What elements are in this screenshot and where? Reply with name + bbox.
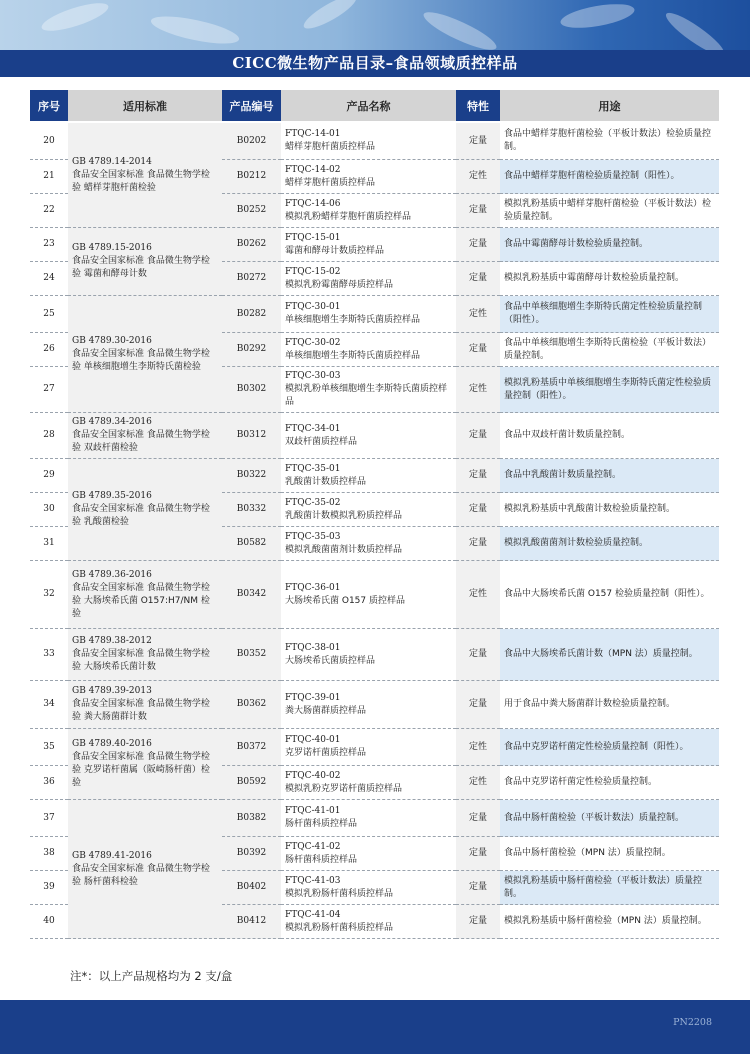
product-code: B0212 bbox=[222, 160, 281, 194]
product-name-cell bbox=[281, 905, 456, 939]
product-name: 单核细胞增生李斯特氏菌质控样品 bbox=[285, 315, 421, 325]
product-use: 食品中肠杆菌检验（MPN 法）质量控制。 bbox=[500, 837, 719, 871]
product-use: 用于食品中粪大肠菌群计数检验质量控制。 bbox=[500, 681, 719, 729]
product-use: 模拟乳酸菌菌剂计数检验质量控制。 bbox=[500, 527, 719, 561]
standard-cell bbox=[68, 296, 222, 413]
product-id: FTQC-40-01 bbox=[285, 735, 341, 745]
product-id: FTQC-14-02 bbox=[285, 164, 341, 175]
footnote: 注*：以上产品规格均为 2 支/盒 bbox=[70, 969, 233, 983]
product-name: 蜡样芽胞杆菌质控样品 bbox=[285, 142, 376, 152]
product-name: 蜡样芽胞杆菌质控样品 bbox=[285, 177, 376, 188]
characteristic: 定量 bbox=[456, 493, 500, 527]
product-id: FTQC-41-01 bbox=[285, 806, 341, 816]
characteristic: 定性 bbox=[456, 160, 500, 194]
product-use: 食品中单核细胞增生李斯特氏菌检验（平板计数法）质量控制。 bbox=[500, 333, 719, 367]
standard-text: 食品安全国家标准 食品微生物学检验 克罗诺杆菌属（阪崎肠杆菌）检验 bbox=[72, 752, 210, 788]
standard-code: GB 4789.40-2016 bbox=[72, 739, 152, 749]
product-id: FTQC-14-06 bbox=[285, 198, 341, 209]
standard-cell bbox=[68, 228, 222, 296]
product-code: B0392 bbox=[222, 837, 281, 871]
product-name: 单核细胞增生李斯特氏菌质控样品 bbox=[285, 350, 421, 361]
standard-cell bbox=[68, 413, 222, 459]
characteristic: 定量 bbox=[456, 837, 500, 871]
table-row bbox=[30, 228, 719, 262]
header-code: 产品编号 bbox=[222, 90, 281, 123]
product-code: B0582 bbox=[222, 527, 281, 561]
product-name: 乳酸菌计数模拟乳粉质控样品 bbox=[285, 510, 403, 521]
product-name: 模拟乳粉单核细胞增生李斯特氏菌质控样品 bbox=[285, 384, 448, 407]
table-row bbox=[30, 123, 719, 160]
product-use: 食品中蜡样芽胞杆菌检验质量控制（阳性）。 bbox=[500, 160, 719, 194]
product-name: 模拟乳粉霉菌酵母质控样品 bbox=[285, 279, 394, 290]
product-code: B0282 bbox=[222, 296, 281, 333]
product-code: B0292 bbox=[222, 333, 281, 367]
header-banner bbox=[0, 0, 750, 50]
bacteria-decoration bbox=[420, 6, 500, 50]
product-name-cell bbox=[281, 800, 456, 837]
bacteria-decoration bbox=[149, 11, 241, 49]
product-id: FTQC-39-01 bbox=[285, 692, 341, 703]
product-use: 模拟乳粉基质中乳酸菌计数检验质量控制。 bbox=[500, 493, 719, 527]
table-header-row bbox=[30, 90, 719, 123]
row-number: 37 bbox=[30, 800, 68, 837]
header-name: 产品名称 bbox=[281, 90, 456, 123]
header-use: 用途 bbox=[500, 90, 719, 123]
product-name: 粪大肠菌群质控样品 bbox=[285, 705, 367, 716]
product-id: FTQC-30-01 bbox=[285, 302, 341, 312]
standard-code: GB 4789.15-2016 bbox=[72, 243, 152, 253]
row-number: 21 bbox=[30, 160, 68, 194]
product-code: B0592 bbox=[222, 766, 281, 800]
characteristic: 定性 bbox=[456, 561, 500, 629]
product-use: 食品中霉菌酵母计数检验质量控制。 bbox=[500, 228, 719, 262]
product-name: 乳酸菌计数质控样品 bbox=[285, 476, 367, 487]
product-code: B0262 bbox=[222, 228, 281, 262]
product-id: FTQC-34-01 bbox=[285, 423, 341, 434]
table-body bbox=[30, 123, 719, 939]
header-seq: 序号 bbox=[30, 90, 68, 123]
standard-code: GB 4789.38-2012 bbox=[72, 636, 152, 646]
table-row bbox=[30, 800, 719, 837]
standard-text: 食品安全国家标准 食品微生物学检验 乳酸菌检验 bbox=[72, 504, 210, 527]
characteristic: 定性 bbox=[456, 729, 500, 766]
page-number: PN2208 bbox=[673, 1017, 712, 1028]
product-name-cell bbox=[281, 459, 456, 493]
product-id: FTQC-35-02 bbox=[285, 497, 341, 508]
product-code: B0382 bbox=[222, 800, 281, 837]
bacteria-decoration bbox=[559, 0, 636, 32]
row-number: 29 bbox=[30, 459, 68, 493]
table-row bbox=[30, 729, 719, 766]
table-row bbox=[30, 459, 719, 493]
characteristic: 定量 bbox=[456, 333, 500, 367]
characteristic: 定量 bbox=[456, 871, 500, 905]
product-use: 食品中大肠埃希氏菌计数（MPN 法）质量控制。 bbox=[500, 629, 719, 681]
product-code: B0302 bbox=[222, 367, 281, 413]
product-id: FTQC-30-02 bbox=[285, 337, 341, 348]
product-name-cell bbox=[281, 527, 456, 561]
product-use: 模拟乳粉基质中肠杆菌检验（MPN 法）质量控制。 bbox=[500, 905, 719, 939]
product-code: B0412 bbox=[222, 905, 281, 939]
standard-code: GB 4789.35-2016 bbox=[72, 491, 152, 501]
standard-code: GB 4789.14-2014 bbox=[72, 156, 152, 167]
product-name: 双歧杆菌质控样品 bbox=[285, 436, 358, 447]
product-name-cell bbox=[281, 262, 456, 296]
product-name: 模拟乳酸菌菌剂计数质控样品 bbox=[285, 544, 403, 555]
standard-cell bbox=[68, 800, 222, 939]
characteristic: 定量 bbox=[456, 194, 500, 228]
product-code: B0352 bbox=[222, 629, 281, 681]
row-number: 26 bbox=[30, 333, 68, 367]
product-code: B0322 bbox=[222, 459, 281, 493]
product-use: 食品中克罗诺杆菌定性检验质量控制。 bbox=[500, 766, 719, 800]
header-standard: 适用标准 bbox=[68, 90, 222, 123]
characteristic: 定性 bbox=[456, 367, 500, 413]
table-row bbox=[30, 681, 719, 729]
product-name-cell bbox=[281, 871, 456, 905]
standard-text: 食品安全国家标准 食品微生物学检验 大肠埃希氏菌计数 bbox=[72, 649, 210, 672]
product-use: 食品中大肠埃希氏菌 O157 检验质量控制（阳性）。 bbox=[500, 561, 719, 629]
product-use: 模拟乳粉基质中霉菌酵母计数检验质量控制。 bbox=[500, 262, 719, 296]
product-code: B0372 bbox=[222, 729, 281, 766]
product-name: 模拟乳粉肠杆菌科质控样品 bbox=[285, 922, 394, 933]
standard-text: 食品安全国家标准 食品微生物学检验 肠杆菌科检验 bbox=[72, 863, 210, 887]
product-name: 大肠埃希氏菌 O157 质控样品 bbox=[285, 595, 405, 606]
product-name-cell bbox=[281, 493, 456, 527]
characteristic: 定量 bbox=[456, 629, 500, 681]
characteristic: 定性 bbox=[456, 766, 500, 800]
product-code: B0402 bbox=[222, 871, 281, 905]
table-row bbox=[30, 296, 719, 333]
standard-text: 食品安全国家标准 食品微生物学检验 双歧杆菌检验 bbox=[72, 430, 210, 453]
standard-code: GB 4789.41-2016 bbox=[72, 850, 152, 861]
product-name: 模拟乳粉蜡样芽胞杆菌质控样品 bbox=[285, 211, 412, 222]
product-use: 模拟乳粉基质中肠杆菌检验（平板计数法）质量控制。 bbox=[500, 871, 719, 905]
row-number: 35 bbox=[30, 729, 68, 766]
standard-text: 食品安全国家标准 食品微生物学检验 蜡样芽胞杆菌检验 bbox=[72, 169, 210, 193]
row-number: 40 bbox=[30, 905, 68, 939]
table-row bbox=[30, 413, 719, 459]
product-name-cell bbox=[281, 766, 456, 800]
characteristic: 定量 bbox=[456, 262, 500, 296]
row-number: 31 bbox=[30, 527, 68, 561]
bacteria-decoration bbox=[662, 7, 729, 50]
product-name: 克罗诺杆菌质控样品 bbox=[285, 748, 367, 758]
characteristic: 定量 bbox=[456, 228, 500, 262]
product-name-cell bbox=[281, 296, 456, 333]
product-use: 模拟乳粉基质中单核细胞增生李斯特氏菌定性检验质量控制（阳性）。 bbox=[500, 367, 719, 413]
row-number: 24 bbox=[30, 262, 68, 296]
product-id: FTQC-14-01 bbox=[285, 129, 341, 139]
standard-code: GB 4789.30-2016 bbox=[72, 335, 152, 346]
product-name: 模拟乳粉肠杆菌科质控样品 bbox=[285, 888, 394, 899]
product-name-cell bbox=[281, 561, 456, 629]
standard-code: GB 4789.34-2016 bbox=[72, 417, 152, 427]
row-number: 28 bbox=[30, 413, 68, 459]
product-name-cell bbox=[281, 333, 456, 367]
bacteria-decoration bbox=[39, 0, 111, 36]
characteristic: 定量 bbox=[456, 123, 500, 160]
product-name-cell bbox=[281, 413, 456, 459]
row-number: 36 bbox=[30, 766, 68, 800]
characteristic: 定量 bbox=[456, 905, 500, 939]
product-name-cell bbox=[281, 367, 456, 413]
product-code: B0272 bbox=[222, 262, 281, 296]
product-name-cell bbox=[281, 681, 456, 729]
header-characteristic: 特性 bbox=[456, 90, 500, 123]
product-id: FTQC-35-01 bbox=[285, 463, 341, 474]
standard-text: 食品安全国家标准 食品微生物学检验 粪大肠菌群计数 bbox=[72, 699, 210, 722]
characteristic: 定量 bbox=[456, 459, 500, 493]
product-name-cell bbox=[281, 228, 456, 262]
product-id: FTQC-15-01 bbox=[285, 232, 341, 243]
characteristic: 定量 bbox=[456, 681, 500, 729]
standard-code: GB 4789.36-2016 bbox=[72, 569, 152, 580]
product-name: 肠杆菌科质控样品 bbox=[285, 854, 358, 865]
product-id: FTQC-15-02 bbox=[285, 266, 341, 277]
row-number: 33 bbox=[30, 629, 68, 681]
product-use: 食品中克罗诺杆菌定性检验质量控制（阳性）。 bbox=[500, 729, 719, 766]
product-use: 食品中双歧杆菌计数质量控制。 bbox=[500, 413, 719, 459]
standard-text: 食品安全国家标准 食品微生物学检验 霉菌和酵母计数 bbox=[72, 256, 210, 279]
product-id: FTQC-41-04 bbox=[285, 909, 341, 920]
product-name-cell bbox=[281, 729, 456, 766]
product-use: 食品中乳酸菌计数质量控制。 bbox=[500, 459, 719, 493]
characteristic: 定量 bbox=[456, 800, 500, 837]
bacteria-decoration bbox=[300, 0, 360, 34]
product-id: FTQC-30-03 bbox=[285, 371, 341, 381]
product-name-cell bbox=[281, 123, 456, 160]
row-number: 27 bbox=[30, 367, 68, 413]
page-title: CICC微生物产品目录–食品领域质控样品 bbox=[0, 50, 750, 77]
product-use: 模拟乳粉基质中蜡样芽胞杆菌检验（平板计数法）检验质量控制。 bbox=[500, 194, 719, 228]
row-number: 39 bbox=[30, 871, 68, 905]
row-number: 30 bbox=[30, 493, 68, 527]
row-number: 34 bbox=[30, 681, 68, 729]
product-name-cell bbox=[281, 837, 456, 871]
product-name-cell bbox=[281, 194, 456, 228]
standard-cell bbox=[68, 459, 222, 561]
standard-cell bbox=[68, 561, 222, 629]
product-use: 食品中肠杆菌检验（平板计数法）质量控制。 bbox=[500, 800, 719, 837]
standard-text: 食品安全国家标准 食品微生物学检验 大肠埃希氏菌 O157:H7/NM 检验 bbox=[72, 582, 210, 619]
product-name-cell bbox=[281, 629, 456, 681]
product-name: 大肠埃希氏菌质控样品 bbox=[285, 655, 376, 666]
table-row bbox=[30, 561, 719, 629]
product-code: B0312 bbox=[222, 413, 281, 459]
row-number: 32 bbox=[30, 561, 68, 629]
product-id: FTQC-41-02 bbox=[285, 841, 341, 852]
row-number: 22 bbox=[30, 194, 68, 228]
product-code: B0202 bbox=[222, 123, 281, 160]
table-row bbox=[30, 629, 719, 681]
product-name: 霉菌和酵母计数质控样品 bbox=[285, 245, 385, 256]
product-use: 食品中蜡样芽胞杆菌检验（平板计数法）检验质量控制。 bbox=[500, 123, 719, 160]
row-number: 25 bbox=[30, 296, 68, 333]
product-id: FTQC-41-03 bbox=[285, 875, 341, 886]
row-number: 20 bbox=[30, 123, 68, 160]
product-code: B0252 bbox=[222, 194, 281, 228]
characteristic: 定量 bbox=[456, 413, 500, 459]
product-name-cell bbox=[281, 160, 456, 194]
product-table bbox=[30, 90, 719, 939]
product-id: FTQC-40-02 bbox=[285, 770, 341, 781]
product-code: B0332 bbox=[222, 493, 281, 527]
row-number: 38 bbox=[30, 837, 68, 871]
product-id: FTQC-35-03 bbox=[285, 531, 341, 542]
standard-cell bbox=[68, 729, 222, 800]
product-code: B0362 bbox=[222, 681, 281, 729]
standard-cell bbox=[68, 123, 222, 228]
product-name: 肠杆菌科质控样品 bbox=[285, 819, 358, 829]
standard-code: GB 4789.39-2013 bbox=[72, 686, 152, 696]
product-use: 食品中单核细胞增生李斯特氏菌定性检验质量控制（阳性）。 bbox=[500, 296, 719, 333]
footer-bar bbox=[0, 1000, 750, 1054]
characteristic: 定量 bbox=[456, 527, 500, 561]
product-name: 模拟乳粉克罗诺杆菌质控样品 bbox=[285, 783, 403, 794]
product-id: FTQC-38-01 bbox=[285, 642, 341, 653]
standard-text: 食品安全国家标准 食品微生物学检验 单核细胞增生李斯特氏菌检验 bbox=[72, 348, 210, 372]
standard-cell bbox=[68, 681, 222, 729]
product-id: FTQC-36-01 bbox=[285, 582, 341, 593]
standard-cell bbox=[68, 629, 222, 681]
characteristic: 定性 bbox=[456, 296, 500, 333]
row-number: 23 bbox=[30, 228, 68, 262]
product-code: B0342 bbox=[222, 561, 281, 629]
